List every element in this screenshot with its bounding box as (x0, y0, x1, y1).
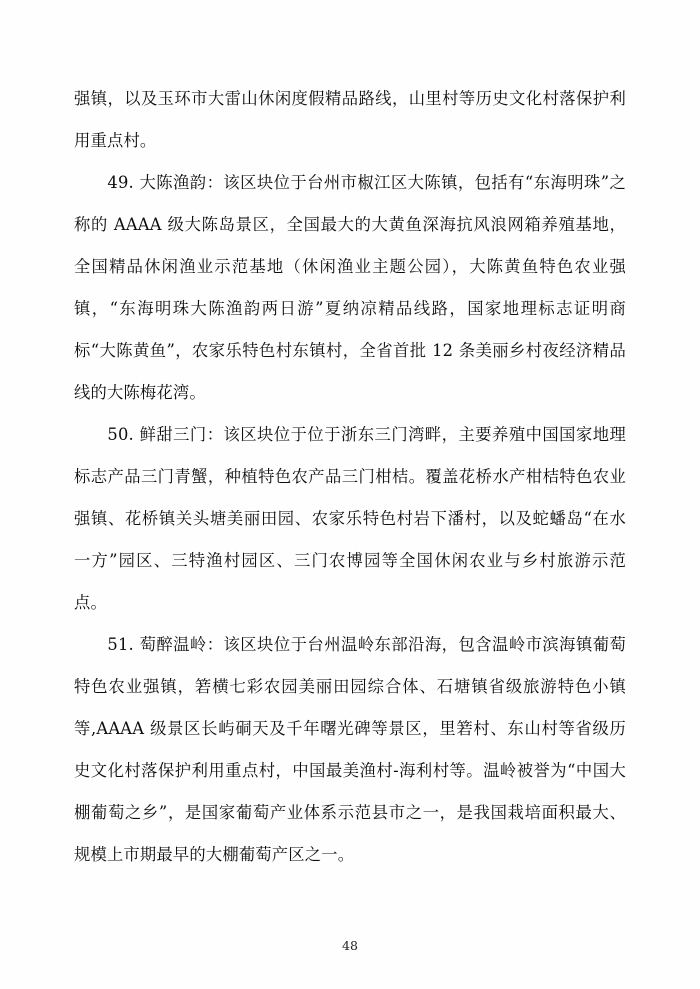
page-number: 48 (342, 938, 358, 953)
paragraph-item-49: 49. 大陈渔韵：该区块位于台州市椒江区大陈镇，包括有“东海明珠”之称的 AAAA 级大陈岛景区，全国最大的大黄鱼深海抗风浪网箱养殖基地，全国精品休闲渔业示范基地（休闲渔业主题公园），大陈黄鱼特色农业强镇，“东海明珠大陈渔韵两日游”夏纳凉精品线路，国家地理标志证明商标“大陈黄鱼”，农家乐特色村东镇村，全省首批 12 条美丽乡村夜经济精品线的大陈梅花湾。 (74, 173, 626, 402)
paragraph-item-51: 51. 萄醉温岭：该区块位于台州温岭东部沿海，包含温岭市滨海镇葡萄特色农业强镇，箬横七彩农园美丽田园综合体、石塘镇省级旅游特色小镇等,AAAA 级景区长屿硐天及千年曙光碑等景区，里箬村、东山村等省级历史文化村落保护利用重点村，中国最美渔村-海利村等。温岭被誉为“中国大棚葡萄之乡”，是国家葡萄产业体系示范县市之一，是我国栽培面积最大、规模上市期最早的大棚葡萄产区之一。 (74, 635, 626, 864)
paragraph-item-50: 50. 鲜甜三门：该区块位于位于浙东三门湾畔，主要养殖中国国家地理标志产品三门青蟹，种植特色农产品三门柑桔。覆盖花桥水产柑桔特色农业强镇、花桥镇关头塘美丽田园、农家乐特色村岩下潘村，以及蛇蟠岛“在水一方”园区、三特渔村园区、三门农博园等全国休闲农业与乡村旅游示范点。 (74, 425, 626, 612)
paragraph-continuation: 强镇，以及玉环市大雷山休闲度假精品路线，山里村等历史文化村落保护利用重点村。 (74, 89, 626, 150)
page-content (74, 78, 626, 876)
